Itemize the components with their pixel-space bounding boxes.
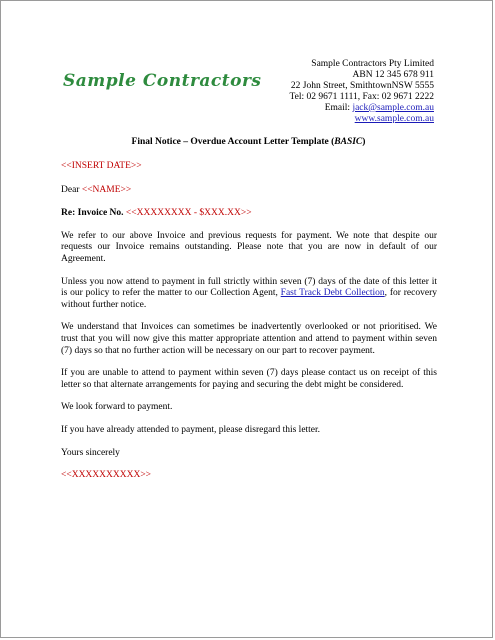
- website-link[interactable]: www.sample.com.au: [354, 113, 434, 124]
- company-email-line: [290, 103, 434, 114]
- paragraph-1: We refer to our above Invoice and previous requests for payment. We note that despite our requests our Invoice remains outstanding. Please note that you are now in default of our Agreement.: [61, 230, 437, 264]
- salutation-prefix: Dear: [61, 184, 82, 195]
- email-label: Email:: [324, 102, 351, 113]
- title-end: ): [362, 137, 366, 147]
- title-italic: BASIC: [334, 137, 363, 147]
- salutation: [61, 185, 437, 197]
- signature-placeholder: <<XXXXXXXXXX>>: [61, 470, 152, 481]
- company-name: Sample Contractors Pty Limited: [311, 59, 434, 69]
- company-address: 22 John Street, SmithtownNSW 5555: [290, 80, 434, 91]
- re-line: [61, 208, 437, 220]
- paragraph-2: [61, 277, 437, 312]
- company-details: [290, 59, 434, 124]
- company-abn: ABN 12 345 678 911: [352, 69, 434, 80]
- paragraph-4: If you are unable to attend to payment within seven (7) days please contact us on receipt of this letter so that alternate arrangements for paying and securing the debt might be considered.: [61, 368, 437, 390]
- date-placeholder: <<INSERT DATE>>: [61, 161, 142, 171]
- invoice-placeholder: <<XXXXXXXX - $XXX.XX>>: [125, 208, 252, 219]
- company-phone: Tel: 02 9671 1111, Fax: 02 9671 2222: [289, 91, 434, 102]
- collection-agent-link[interactable]: Fast Track Debt Collection: [280, 288, 385, 299]
- company-logo: Sample Contractors: [63, 71, 262, 91]
- paragraph-5: We look forward to payment.: [61, 402, 173, 413]
- para2-text: Unless you now attend to payment in full strictly within seven (7) days of the date of this letter it is our policy to refer the matter to our Collection Agent,: [61, 276, 437, 299]
- paragraph-6: If you have already attended to payment, please disregard this letter.: [61, 424, 321, 435]
- email-link[interactable]: jack@sample.com.au: [352, 102, 434, 113]
- re-label: Re: Invoice No.: [61, 208, 126, 219]
- title-main: Final Notice – Overdue Account Letter Template (: [131, 137, 335, 147]
- para2-end: , for recovery without further notice.: [61, 288, 437, 310]
- paragraph-3: We understand that Invoices can sometimes be inadvertently overlooked or not prioritised. We trust that you will now give this matter appropriate attention and attend to payment within seven (7) days so that no further action will be necessary on our part to recover payment.: [61, 322, 437, 356]
- name-placeholder: <<NAME>>: [81, 184, 132, 195]
- letter-body: [61, 161, 437, 482]
- closing: Yours sincerely: [61, 447, 120, 458]
- letter-title: [1, 137, 495, 147]
